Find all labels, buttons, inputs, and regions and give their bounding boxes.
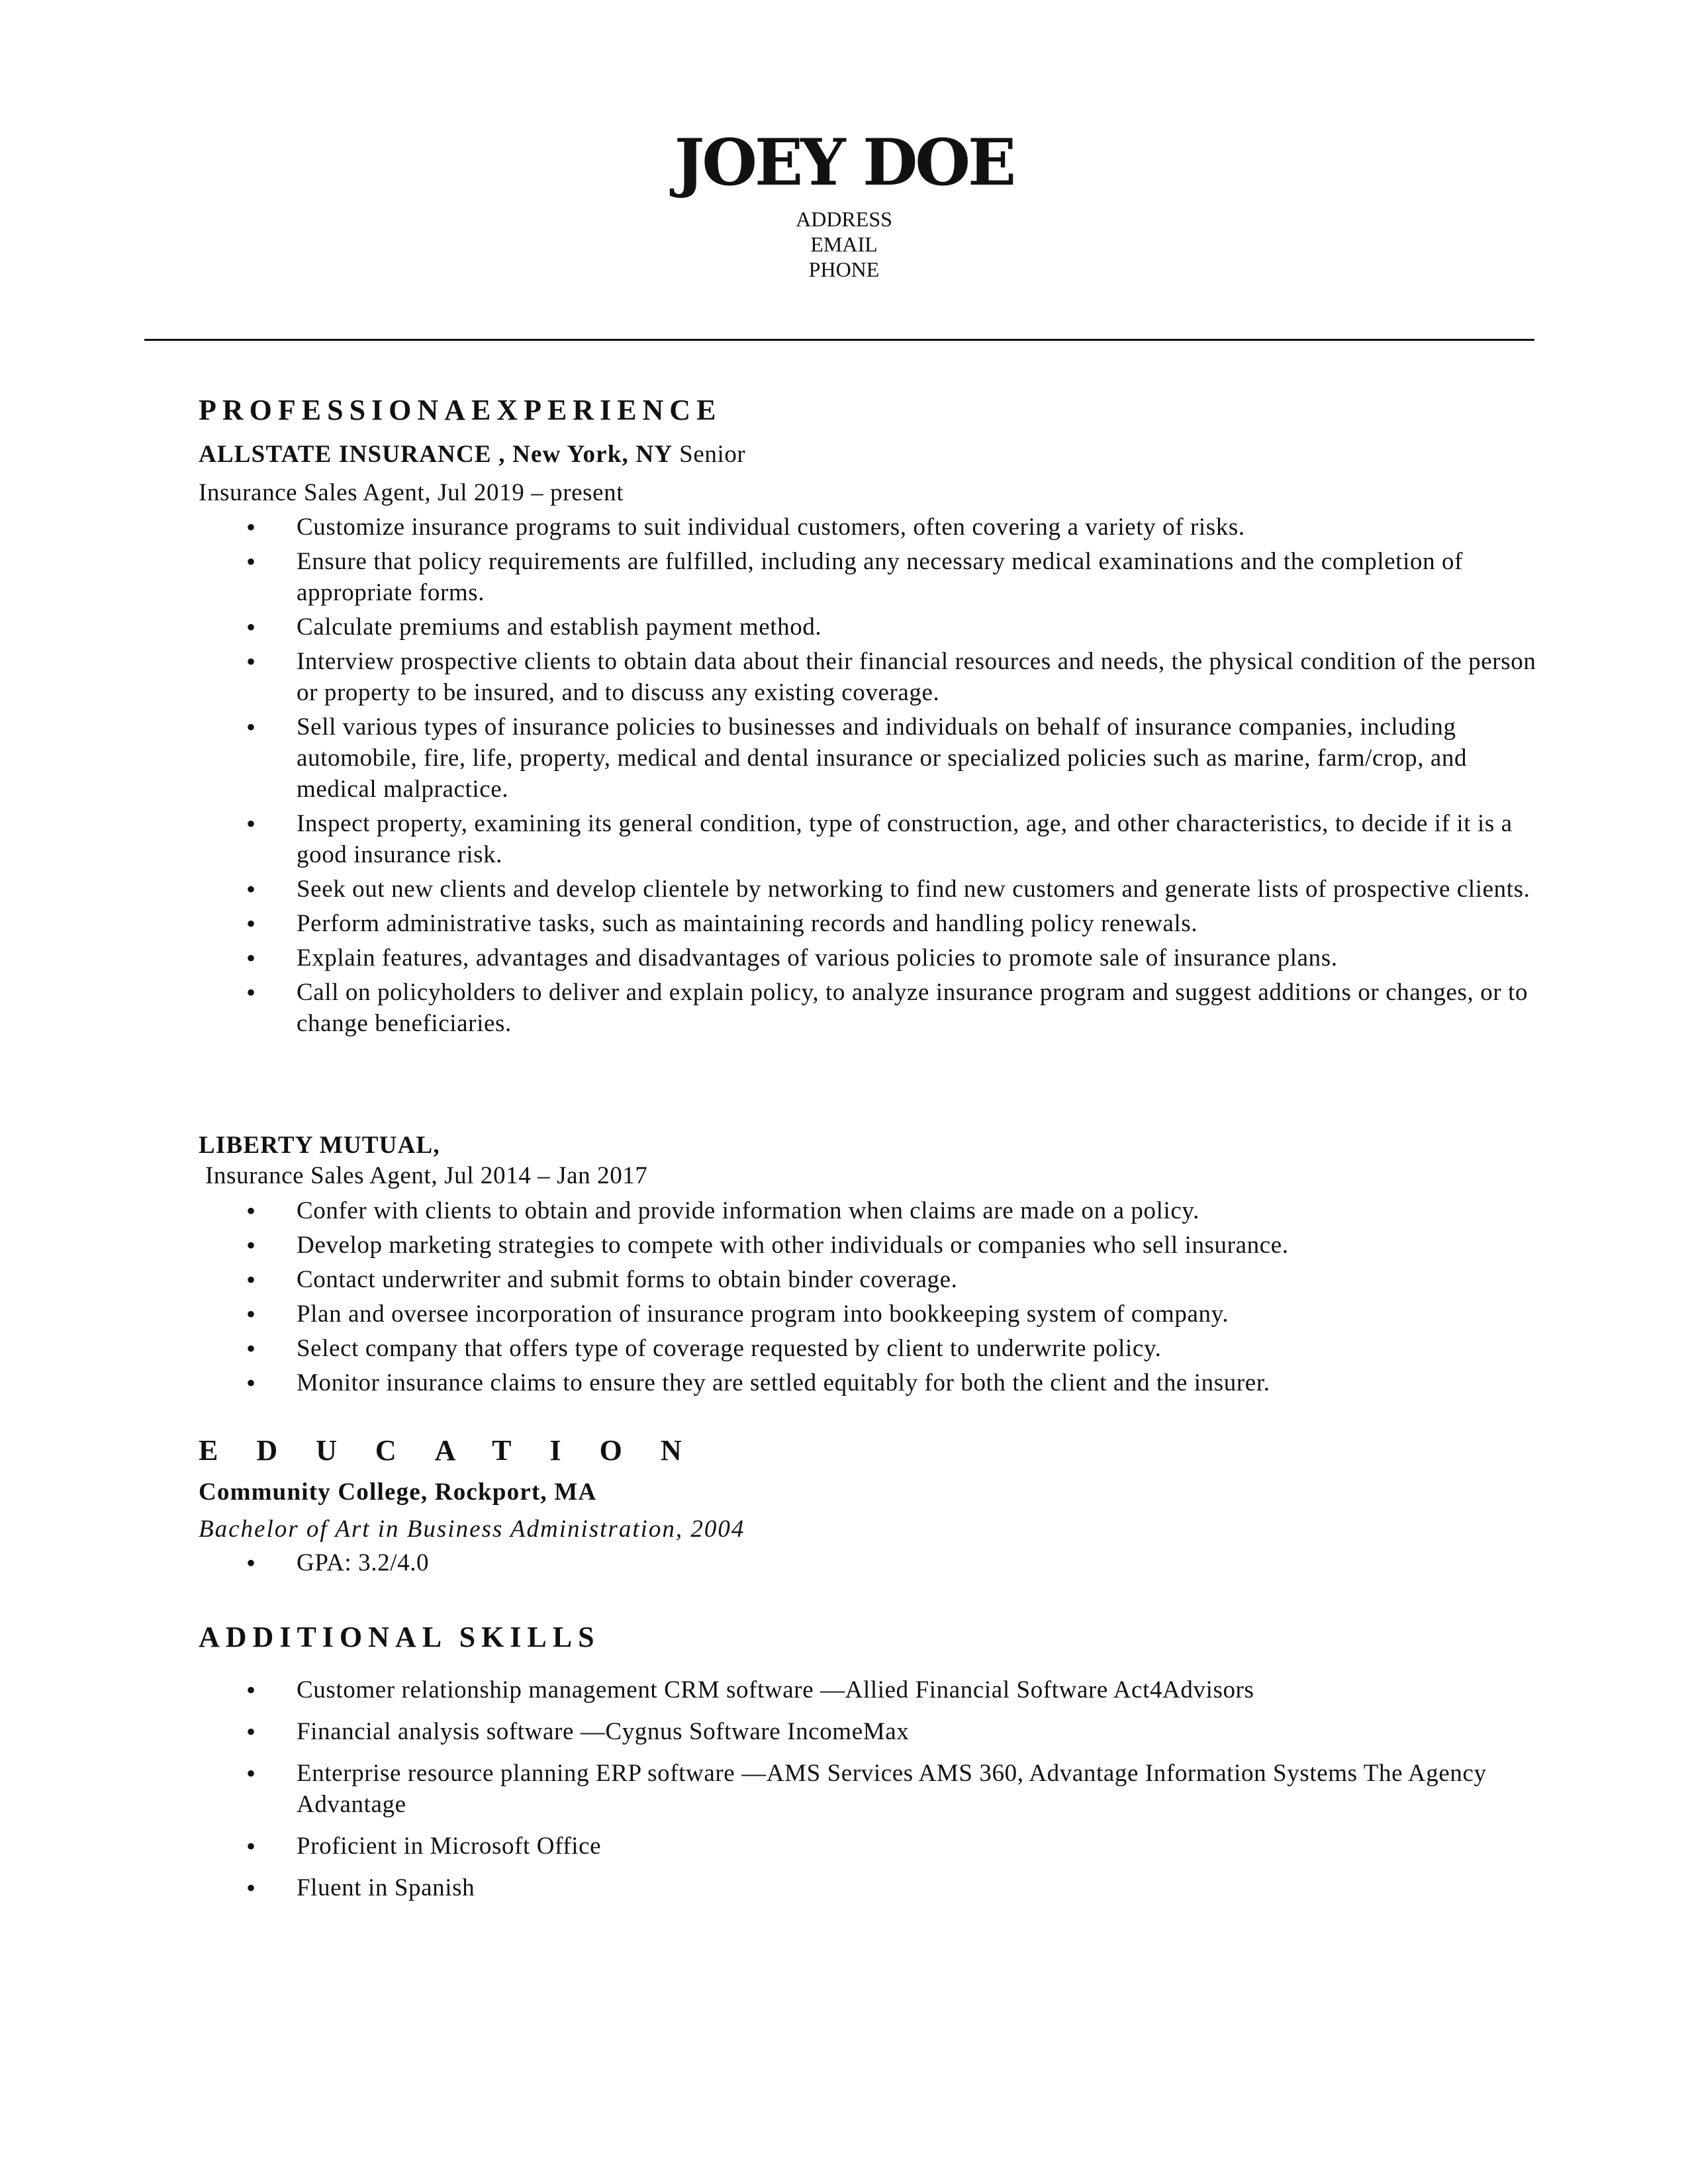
skill-item: • Fluent in Spanish xyxy=(297,1872,1541,1903)
job-2-duty: • Contact underwriter and submit forms to obtain binder coverage. xyxy=(297,1264,1541,1295)
education-heading: EDUCATION xyxy=(199,1434,720,1467)
skills-list xyxy=(297,1674,1541,1914)
job-2-duty: • Monitor insurance claims to ensure they are settled equitably for both the client and the insurer. xyxy=(297,1367,1541,1398)
job-1-duty: • Inspect property, examining its general condition, type of construction, age, and other characteristics, to decide if it is a good insurance risk. xyxy=(297,808,1541,870)
education-degree: Bachelor of Art in Business Administration, 2004 xyxy=(199,1516,745,1543)
skill-item: • Enterprise resource planning ERP software —AMS Services AMS 360, Advantage Information Systems The Agency Advantage xyxy=(297,1758,1541,1820)
job-2-title: Insurance Sales Agent, Jul 2014 – Jan 2017 xyxy=(205,1162,648,1189)
job-1-header xyxy=(199,439,745,470)
education-school: Community College, Rockport, MA xyxy=(199,1479,597,1506)
job-2-duty: • Plan and oversee incorporation of insurance program into bookkeeping system of company. xyxy=(297,1298,1541,1330)
job-2-duty: • Develop marketing strategies to compete with other individuals or companies who sell insurance. xyxy=(297,1230,1541,1261)
contact-address: ADDRESS xyxy=(796,207,892,231)
job-1-title-start: Senior xyxy=(679,441,746,468)
skill-item: • Financial analysis software —Cygnus Software IncomeMax xyxy=(297,1716,1541,1747)
job-1-employer: ALLSTATE INSURANCE , New York, NY xyxy=(199,441,673,468)
job-1-duty: • Calculate premiums and establish payment method. xyxy=(297,612,1541,643)
job-1-duty: • Sell various types of insurance policies to businesses and individuals on behalf of insurance companies, including automobile, fire, life, property, medical and dental insurance or specialized policies such as marine, farm/crop, and medical malpractice. xyxy=(297,711,1541,805)
job-1-duty: • Seek out new clients and develop clientele by networking to find new customers and generate lists of prospective clients. xyxy=(297,874,1541,905)
education-details xyxy=(297,1547,1541,1582)
job-2-duties xyxy=(297,1195,1541,1402)
skill-item: • Customer relationship management CRM software —Allied Financial Software Act4Advisors xyxy=(297,1674,1541,1706)
job-1-title: Insurance Sales Agent, Jul 2019 – present xyxy=(199,479,624,506)
job-1-duty: • Perform administrative tasks, such as maintaining records and handling policy renewals. xyxy=(297,908,1541,939)
job-2-duty: • Select company that offers type of coverage requested by client to underwrite policy. xyxy=(297,1333,1541,1364)
job-1-duty: • Customize insurance programs to suit individual customers, often covering a variety of risks. xyxy=(297,512,1541,543)
job-2-employer: LIBERTY MUTUAL, xyxy=(199,1132,440,1159)
skills-heading: ADDITIONAL SKILLS xyxy=(199,1621,600,1653)
job-2-duty: • Confer with clients to obtain and provide information when claims are made on a policy. xyxy=(297,1195,1541,1226)
contact-phone: PHONE xyxy=(808,257,880,281)
contact-email: EMAIL xyxy=(810,232,878,256)
job-1-duty: • Interview prospective clients to obtain data about their financial resources and needs, the physical condition of the person or property to be insured, and to discuss any existing coverage. xyxy=(297,646,1541,708)
job-1-duty: • Ensure that policy requirements are fulfilled, including any necessary medical examinations and the completion of appropriate forms. xyxy=(297,546,1541,608)
header-divider xyxy=(144,339,1534,341)
job-1-duties xyxy=(297,512,1541,1042)
experience-heading: PROFESSIONAEXPERIENCE xyxy=(199,394,722,426)
job-1-duty: • Explain features, advantages and disadvantages of various policies to promote sale of insurance plans. xyxy=(297,942,1541,974)
skill-item: • Proficient in Microsoft Office xyxy=(297,1831,1541,1862)
candidate-name: JOEY DOE xyxy=(674,125,1014,200)
job-1-duty: • Call on policyholders to deliver and explain policy, to analyze insurance program and suggest additions or changes, or to change beneficiaries. xyxy=(297,977,1541,1039)
education-gpa: • GPA: 3.2/4.0 xyxy=(297,1547,1541,1578)
